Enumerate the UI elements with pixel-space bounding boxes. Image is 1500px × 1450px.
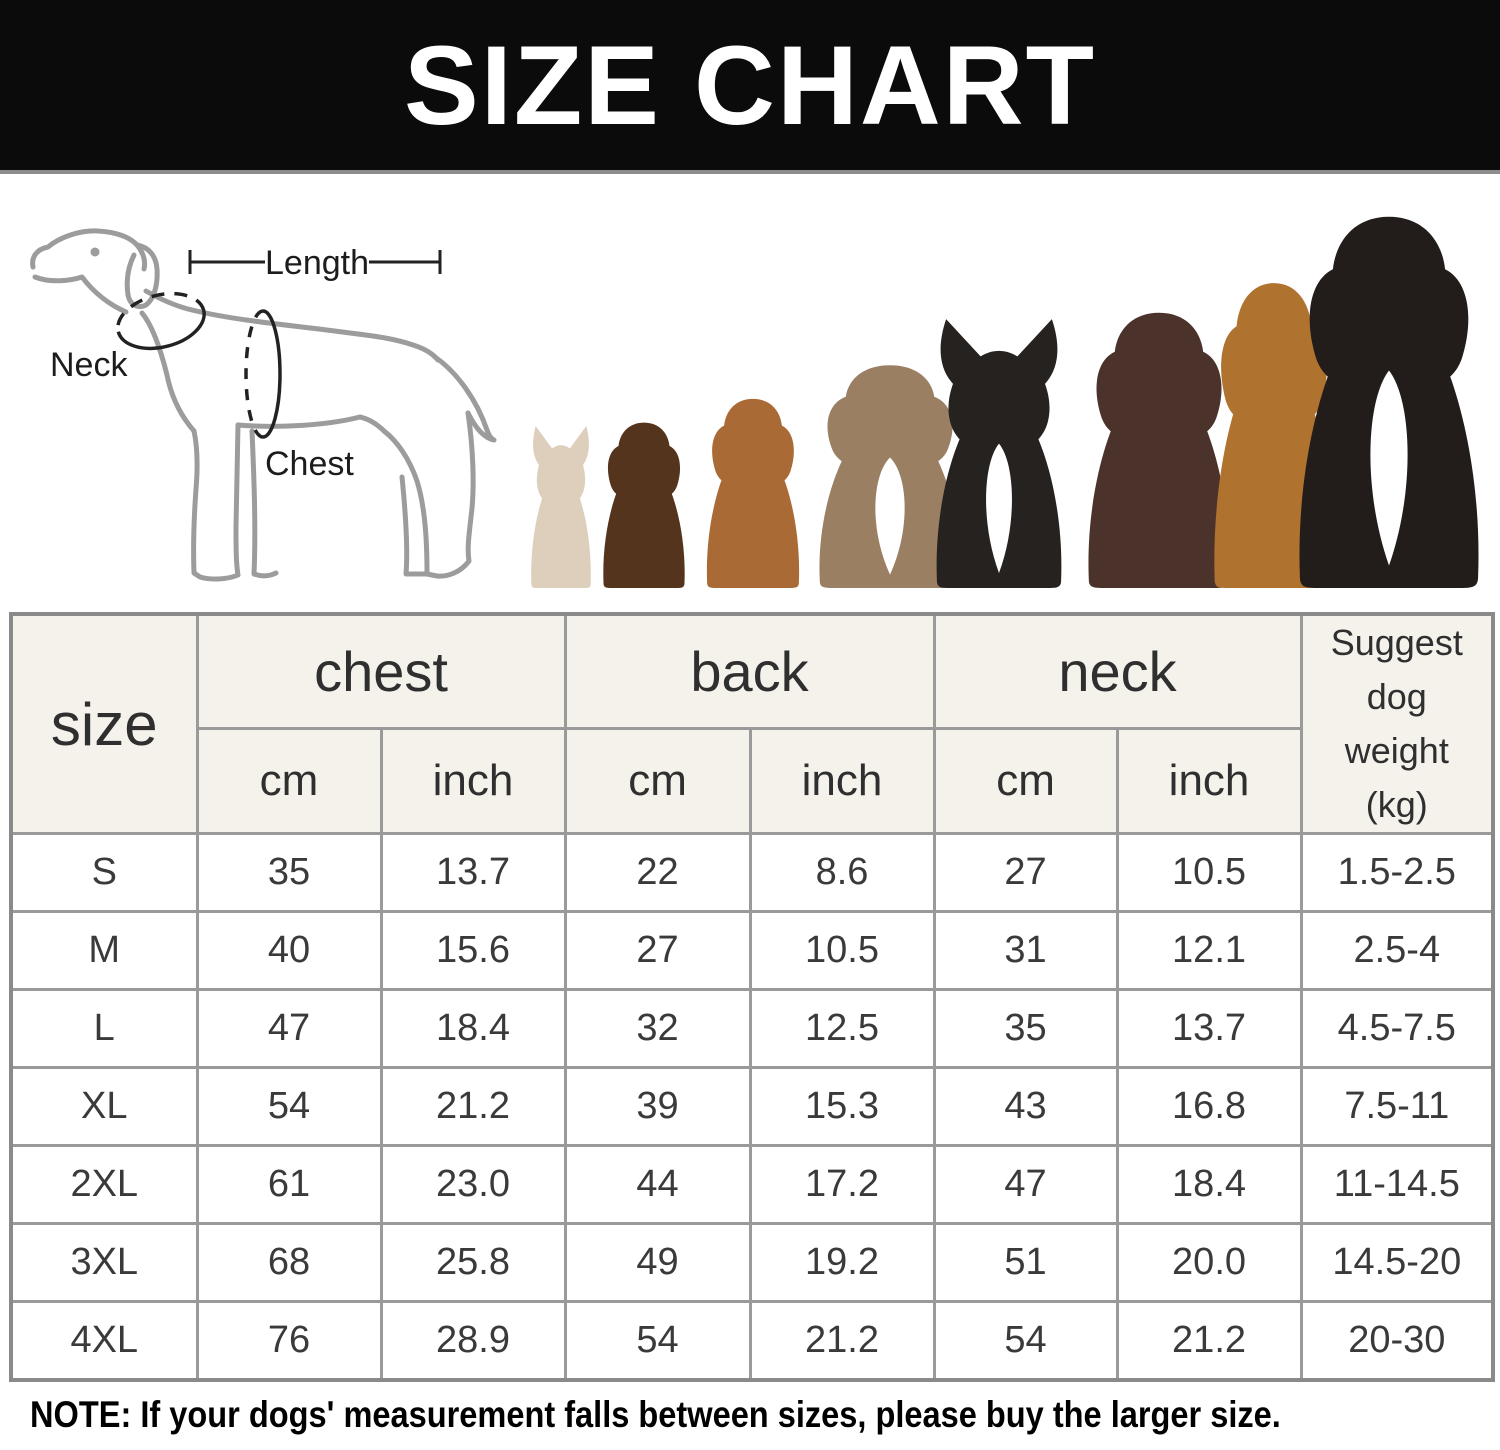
- size-cell: 3XL: [11, 1224, 197, 1302]
- size-cell: 2XL: [11, 1146, 197, 1224]
- dog-lineup: [520, 172, 1480, 592]
- weight-column-header: [1301, 614, 1493, 834]
- table-cell: 21.2: [1117, 1302, 1301, 1380]
- table-cell: 68: [197, 1224, 381, 1302]
- table-cell: 21.2: [750, 1302, 934, 1380]
- table-cell: 2.5-4: [1301, 912, 1493, 990]
- table-cell: 61: [197, 1146, 381, 1224]
- table-cell: 7.5-11: [1301, 1068, 1493, 1146]
- size-cell: M: [11, 912, 197, 990]
- weight-header-line: weight: [1344, 730, 1449, 771]
- table-cell: 8.6: [750, 834, 934, 912]
- table-cell: 15.3: [750, 1068, 934, 1146]
- header-banner: [0, 0, 1500, 174]
- table-cell: 47: [197, 990, 381, 1068]
- table-cell: 22: [565, 834, 750, 912]
- dog-cavalier-spaniel: [707, 399, 799, 588]
- size-table: [9, 612, 1495, 1382]
- table-cell: 4.5-7.5: [1301, 990, 1493, 1068]
- table-cell: 32: [565, 990, 750, 1068]
- table-cell: 12.1: [1117, 912, 1301, 990]
- table-cell: 51: [934, 1224, 1117, 1302]
- unit-header: cm: [565, 729, 750, 834]
- table-cell: 27: [934, 834, 1117, 912]
- unit-header: inch: [1117, 729, 1301, 834]
- table-cell: 12.5: [750, 990, 934, 1068]
- table-row: [11, 1068, 1493, 1146]
- note-text: NOTE: If your dogs' measurement falls between sizes, please buy the larger size.: [30, 1394, 1281, 1435]
- dog-outline-drawing: [33, 231, 494, 579]
- table-cell: 44: [565, 1146, 750, 1224]
- unit-header: inch: [750, 729, 934, 834]
- size-column-header: size: [11, 614, 197, 834]
- table-cell: 54: [565, 1302, 750, 1380]
- back-column-header: back: [565, 614, 934, 729]
- dog-eye-dot: [91, 248, 100, 257]
- page-title: SIZE CHART: [404, 22, 1096, 148]
- table-cell: 39: [565, 1068, 750, 1146]
- dog-bernese-mountain-dog: [1299, 217, 1478, 588]
- table-row: [11, 912, 1493, 990]
- table-cell: 21.2: [381, 1068, 565, 1146]
- table-cell: 18.4: [381, 990, 565, 1068]
- unit-header: inch: [381, 729, 565, 834]
- table-cell: 27: [565, 912, 750, 990]
- table-cell: 54: [197, 1068, 381, 1146]
- table-cell: 1.5-2.5: [1301, 834, 1493, 912]
- neck-column-header: neck: [934, 614, 1301, 729]
- table-cell: 25.8: [381, 1224, 565, 1302]
- size-cell: 4XL: [11, 1302, 197, 1380]
- table-cell: 43: [934, 1068, 1117, 1146]
- chest-column-header: chest: [197, 614, 565, 729]
- table-header-row-groups: [11, 614, 1493, 729]
- measurement-diagram: [30, 225, 510, 595]
- table-cell: 11-14.5: [1301, 1146, 1493, 1224]
- weight-header-line: Suggest dog: [1330, 622, 1463, 717]
- table-cell: 40: [197, 912, 381, 990]
- size-cell: L: [11, 990, 197, 1068]
- table-cell: 13.7: [381, 834, 565, 912]
- table-cell: 10.5: [1117, 834, 1301, 912]
- table-cell: 15.6: [381, 912, 565, 990]
- table-cell: 17.2: [750, 1146, 934, 1224]
- length-label: Length: [265, 244, 369, 282]
- table-cell: 14.5-20: [1301, 1224, 1493, 1302]
- chest-girth-ellipse: [246, 311, 280, 437]
- table-row: [11, 834, 1493, 912]
- table-cell: 20.0: [1117, 1224, 1301, 1302]
- table-cell: 28.9: [381, 1302, 565, 1380]
- table-cell: 35: [197, 834, 381, 912]
- dog-dachshund: [603, 423, 684, 588]
- weight-header-line: (kg): [1365, 784, 1428, 825]
- table-cell: 76: [197, 1302, 381, 1380]
- table-row: [11, 1224, 1493, 1302]
- table-cell: 54: [934, 1302, 1117, 1380]
- dog-border-collie: [937, 319, 1062, 588]
- table-cell: 10.5: [750, 912, 934, 990]
- table-cell: 47: [934, 1146, 1117, 1224]
- table-header-row-units: [11, 729, 1493, 834]
- table-cell: 13.7: [1117, 990, 1301, 1068]
- dog-chocolate-labrador: [1088, 313, 1229, 588]
- table-row: [11, 1146, 1493, 1224]
- size-cell: XL: [11, 1068, 197, 1146]
- unit-header: cm: [934, 729, 1117, 834]
- table-cell: 31: [934, 912, 1117, 990]
- table-cell: 16.8: [1117, 1068, 1301, 1146]
- table-cell: 23.0: [381, 1146, 565, 1224]
- table-cell: 19.2: [750, 1224, 934, 1302]
- table-cell: 20-30: [1301, 1302, 1493, 1380]
- unit-header: cm: [197, 729, 381, 834]
- table-cell: 35: [934, 990, 1117, 1068]
- table-row: [11, 1302, 1493, 1380]
- table-cell: 49: [565, 1224, 750, 1302]
- dog-chihuahua: [531, 426, 591, 588]
- table-row: [11, 990, 1493, 1068]
- table-cell: 18.4: [1117, 1146, 1301, 1224]
- neck-label: Neck: [50, 346, 128, 384]
- size-cell: S: [11, 834, 197, 912]
- chest-label: Chest: [265, 445, 354, 483]
